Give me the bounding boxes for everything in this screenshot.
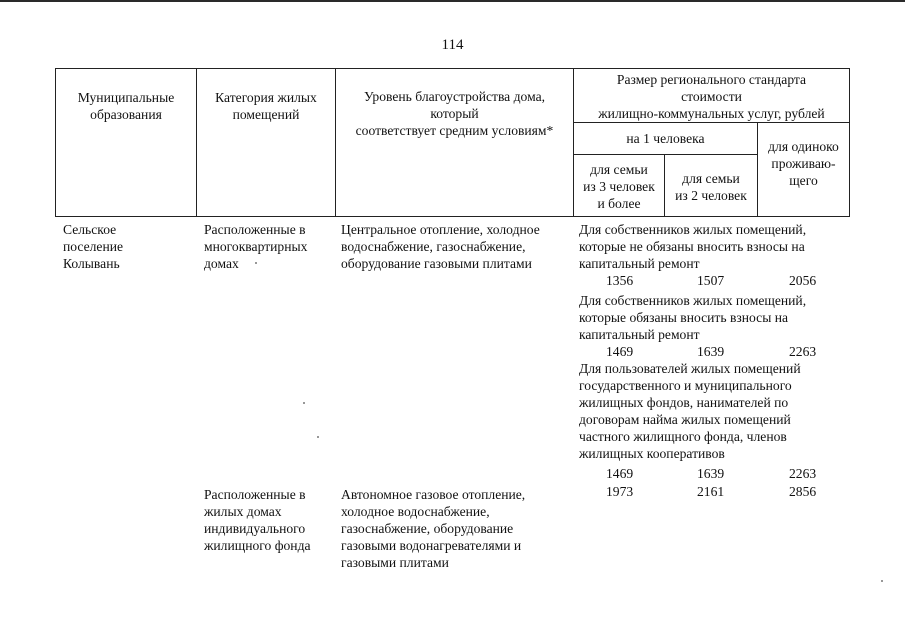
page-number: 114 [441, 37, 464, 53]
header-family-2: для семьи из 2 человек [675, 171, 747, 203]
value-single: 2856 [789, 484, 817, 499]
scan-speck [881, 580, 883, 582]
header-per-person: на 1 человека [626, 131, 705, 146]
group-tenants-and-users: Для пользователей жилых помещений государственного и муниципального жилищных фондов, нанимателей по договорам найма жилых помещений частного жилищного фонда, членов жилищных кооперативов [579, 361, 801, 461]
category-individual-houses: Расположенные в жилых домах индивидуального жилищного фонда [204, 487, 311, 553]
table-right-border [849, 68, 850, 216]
group-owners-with-contribution: Для собственников жилых помещений, которые обязаны вносить взносы на капитальный ремонт [579, 293, 807, 342]
value-family-2: 1639 [697, 466, 725, 481]
value-family-2: 1639 [697, 344, 725, 359]
value-family-3: 1469 [606, 466, 634, 481]
header-subdivider [573, 122, 850, 123]
category-apartment-buildings: Расположенные в многоквартирных домах [204, 222, 308, 271]
header-family-3: для семьи из 3 человек и более [583, 162, 655, 211]
header-standard-size: Размер регионального стандарта стоимости жилищно-коммунальных услуг, рублей [598, 72, 825, 121]
value-family-3: 1469 [606, 344, 634, 359]
header-category: Категория жилых помещений [215, 90, 317, 122]
group-owners-no-contribution: Для собственников жилых помещений, которые не обязаны вносить взносы на капитальный ремонт [579, 222, 807, 271]
header-level: Уровень благоустройства дома, который соответствует средним условиям* [355, 89, 554, 138]
header-single: для одиноко проживаю- щего [768, 139, 839, 188]
level-apartment-buildings: Центральное отопление, холодное водоснабжение, газоснабжение, оборудование газовыми плитами [341, 222, 540, 271]
scan-speck [255, 262, 257, 264]
scan-speck [317, 436, 319, 438]
value-family-3: 1973 [606, 484, 634, 499]
municipality-name: Сельское поселение Колывань [63, 222, 124, 271]
scan-edge [0, 0, 905, 2]
header-bottom-border [55, 216, 850, 217]
table-top-border [55, 68, 850, 69]
level-individual-houses: Автономное газовое отопление, холодное водоснабжение, газоснабжение, оборудование газовыми водонагревателями и газовыми плитами [341, 487, 526, 570]
value-family-2: 2161 [697, 484, 725, 499]
value-single: 2263 [789, 344, 817, 359]
value-single: 2056 [789, 273, 817, 288]
header-municipal: Муниципальные образования [77, 90, 175, 122]
per-person-divider [573, 154, 757, 155]
scan-speck [303, 402, 305, 404]
value-family-3: 1356 [606, 273, 634, 288]
value-single: 2263 [789, 466, 817, 481]
value-family-2: 1507 [697, 273, 725, 288]
